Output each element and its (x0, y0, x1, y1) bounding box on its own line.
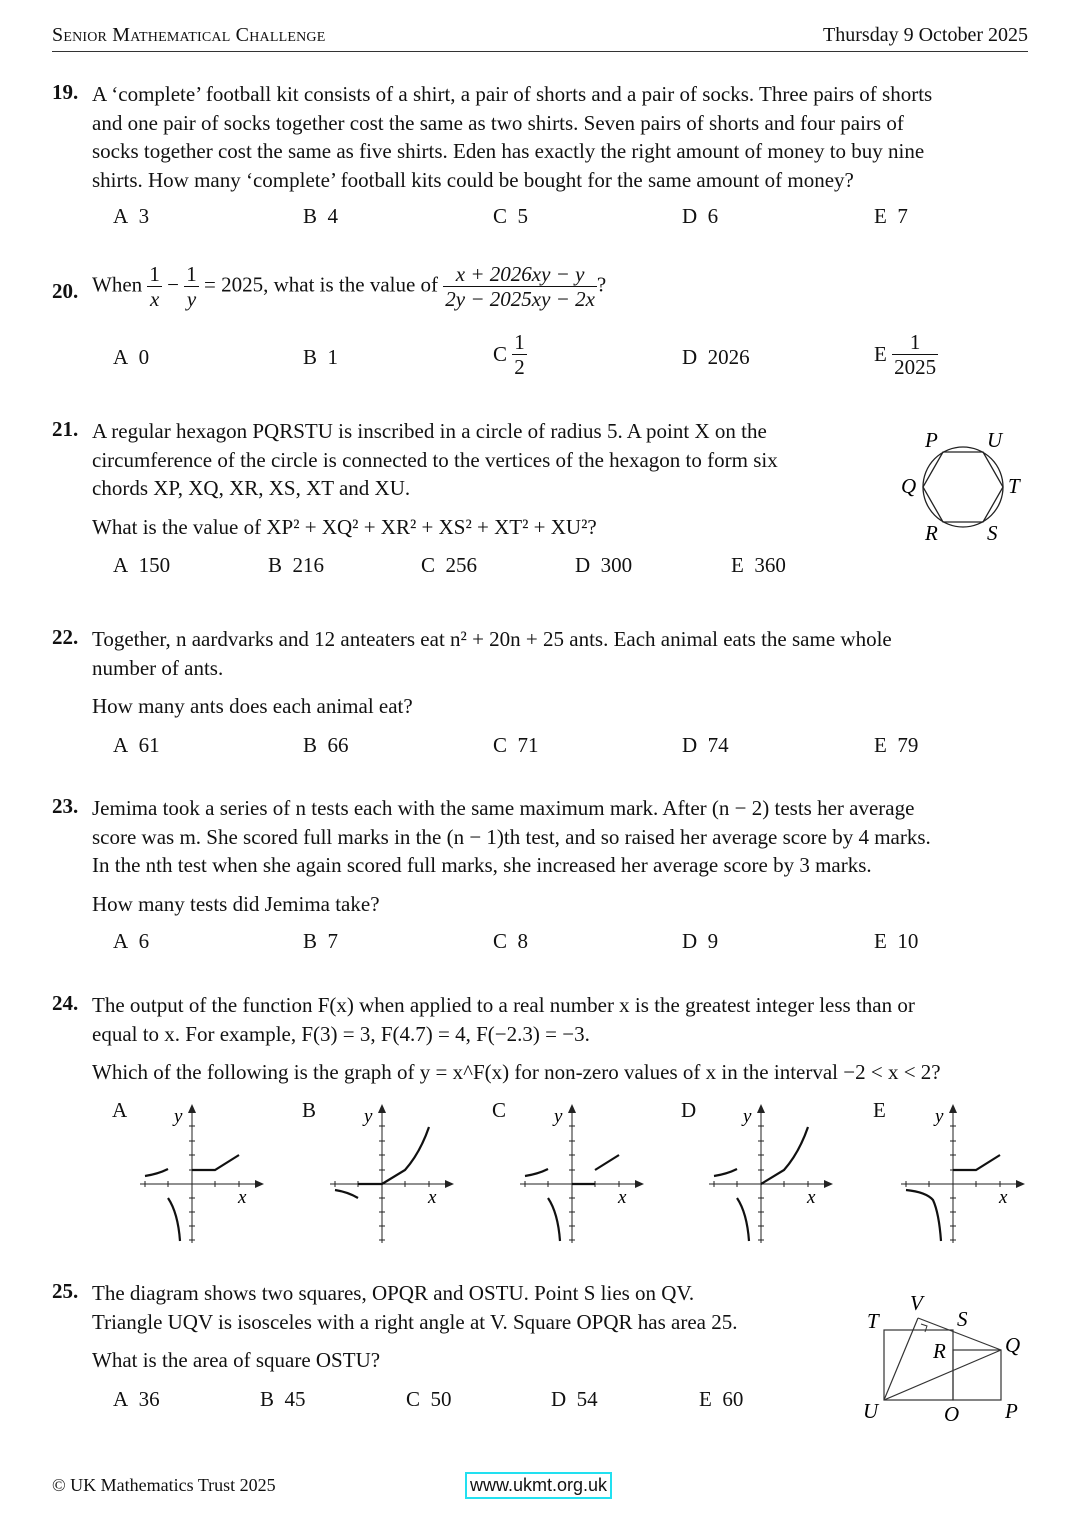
question-number: 23. (52, 794, 79, 818)
option-b[interactable]: B 1 (303, 345, 339, 369)
ukmt-website-link[interactable]: www.ukmt.org.uk (465, 1472, 612, 1499)
svg-text:O: O (944, 1402, 960, 1426)
option-a[interactable]: A 150 (113, 553, 171, 577)
option-b[interactable]: B 4 (303, 204, 339, 228)
expression-fraction: $\frac{x + 2026xy - y}{2y - 2025xy - 2x}$ (445, 262, 595, 312)
copyright-notice: © UK Mathematics Trust 2025 (52, 1475, 276, 1495)
graph-a (140, 1098, 270, 1243)
svg-text:y: y (364, 1106, 373, 1127)
svg-text:P: P (1005, 1399, 1018, 1423)
question-text-line: The output of the function F(x) when applied to a real number x is the greatest integer less than or (92, 993, 915, 1017)
squares-diagram (855, 1288, 1040, 1433)
svg-text:R: R (925, 521, 938, 545)
option-c[interactable]: C $\frac{1}{2}$ (493, 330, 525, 380)
option-b[interactable]: B 45 (260, 1387, 306, 1411)
option-b[interactable]: B 7 (303, 929, 339, 953)
page-header (52, 24, 1028, 52)
hexagon-circle-diagram (895, 425, 1035, 550)
option-a[interactable]: A 3 (113, 204, 150, 228)
svg-text:U: U (863, 1399, 879, 1423)
question-prompt: How many ants does each animal eat? (92, 694, 413, 718)
svg-text:x: x (238, 1187, 247, 1208)
svg-text:R: R (933, 1339, 946, 1363)
question-text-line: equal to x. For example, F(3) = 3, F(4.7) = 4, F(−2.3) = −3. (92, 1021, 590, 1046)
option-d[interactable]: D 74 (682, 733, 729, 757)
question-number: 25. (52, 1279, 79, 1303)
question-number: 21. (52, 417, 79, 441)
svg-text:V: V (910, 1291, 923, 1315)
svg-text:U: U (987, 428, 1003, 452)
option-a[interactable]: A 61 (113, 733, 160, 757)
option-c[interactable]: C y x (492, 1098, 652, 1243)
question-text-line: A ‘complete’ football kit consists of a shirt, a pair of shorts and a pair of socks. Three pairs of shorts (92, 82, 933, 106)
svg-text:x: x (428, 1187, 437, 1208)
svg-text:S: S (987, 521, 998, 545)
svg-text:y: y (743, 1106, 752, 1127)
option-c[interactable]: C 71 (493, 733, 539, 757)
fraction-1-over-x: $\frac{1}{x}$ (149, 262, 160, 312)
question-text-line: A regular hexagon PQRSTU is inscribed in a circle of radius 5. A point X on the (92, 419, 767, 443)
option-e[interactable]: E 60 (699, 1387, 744, 1411)
question-prompt: What is the value of XP² + XQ² + XR² + XS² + XT² + XU²? (92, 514, 597, 539)
svg-text:x: x (807, 1187, 816, 1208)
graph-d (709, 1098, 839, 1243)
question-text-line: shirts. How many ‘complete’ football kits could be bought for the same amount of money? (92, 167, 854, 192)
question-text-line: socks together cost the same as five shirts. Eden has exactly the right amount of money to buy nine (92, 139, 925, 163)
question-number: 24. (52, 991, 79, 1015)
question-text-line: In the nth test when she again scored full marks, she increased her average score by 3 marks. (92, 853, 872, 877)
question-text-line: score was m. She scored full marks in the (n − 1)th test, and so raised her average score by 4 marks. (92, 824, 931, 849)
question-number: 22. (52, 625, 79, 649)
exam-date: Thursday 9 October 2025 (823, 24, 1028, 46)
option-e[interactable]: E $\frac{1}{2025}$ (874, 330, 937, 380)
exam-title: Senior Mathematical Challenge (52, 24, 326, 46)
question-prompt: How many tests did Jemima take? (92, 891, 380, 916)
svg-text:P: P (925, 428, 938, 452)
svg-text:x: x (618, 1187, 627, 1208)
option-e[interactable]: E y x (873, 1098, 1033, 1243)
option-c[interactable]: C 5 (493, 204, 529, 228)
question-20: 20. When $\frac{1}{x}$ − $\frac{1}{y}$ = 2025, what is the value of $\frac{x + 2026xy - y}{2y - 2025xy - 2x}$ ? (52, 262, 607, 312)
question-text: = 2025, what is the value of (204, 272, 439, 297)
svg-text:y: y (935, 1106, 944, 1127)
question-prompt: Which of the following is the graph of y = x^F(x) for non-zero values of x in the interval −2 < x < 2? (92, 1060, 941, 1084)
option-c[interactable]: C 8 (493, 929, 529, 953)
option-d[interactable]: D 6 (682, 204, 719, 228)
option-d[interactable]: D y x (681, 1098, 841, 1243)
option-e[interactable]: E 10 (874, 929, 919, 953)
graph-b (330, 1098, 460, 1243)
svg-text:y: y (174, 1106, 183, 1127)
fraction-1-over-y: $\frac{1}{y}$ (186, 262, 197, 312)
option-c[interactable]: C 50 (406, 1387, 452, 1411)
option-d[interactable]: D 9 (682, 929, 719, 953)
option-e[interactable]: E 7 (874, 204, 908, 228)
graph-c (520, 1098, 650, 1243)
option-d[interactable]: D 54 (551, 1387, 598, 1411)
svg-text:T: T (867, 1309, 879, 1333)
option-b[interactable]: B 216 (268, 553, 325, 577)
question-text-line: circumference of the circle is connected to the vertices of the hexagon to form six (92, 447, 778, 472)
option-d[interactable]: D 300 (575, 553, 633, 577)
question-text-line: and one pair of socks together cost the same as two shirts. Seven pairs of shorts and four pairs of (92, 110, 904, 135)
option-a[interactable]: A y x (112, 1098, 272, 1243)
question-text: When (92, 272, 143, 297)
svg-text:Q: Q (1005, 1333, 1021, 1357)
question-number: 20. (52, 279, 79, 303)
option-b[interactable]: B 66 (303, 733, 349, 757)
option-e[interactable]: E 360 (731, 553, 786, 577)
option-b[interactable]: B y x (302, 1098, 462, 1243)
question-prompt: What is the area of square OSTU? (92, 1348, 381, 1372)
svg-text:S: S (957, 1307, 968, 1331)
option-d[interactable]: D 2026 (682, 345, 750, 369)
question-text-line: chords XP, XQ, XR, XS, XT and XU. (92, 476, 411, 500)
svg-text:T: T (1008, 474, 1020, 498)
option-a[interactable]: A 36 (113, 1387, 160, 1411)
question-text-line: The diagram shows two squares, OPQR and OSTU. Point S lies on QV. (92, 1281, 695, 1305)
graph-e (901, 1098, 1031, 1243)
option-e[interactable]: E 79 (874, 733, 919, 757)
question-text-line: Together, n aardvarks and 12 anteaters eat n² + 20n + 25 ants. Each animal eats the same whole (92, 627, 892, 651)
question-number: 19. (52, 80, 79, 104)
svg-text:y: y (554, 1106, 563, 1127)
option-c[interactable]: C 256 (421, 553, 478, 577)
question-text-line: Jemima took a series of n tests each with the same maximum mark. After (n − 2) tests her average (92, 796, 915, 820)
question-text-line: Triangle UQV is isosceles with a right angle at V. Square OPQR has area 25. (92, 1309, 738, 1334)
option-a[interactable]: A 0 (113, 345, 150, 369)
svg-text:x: x (999, 1187, 1008, 1208)
svg-text:Q: Q (901, 474, 917, 498)
question-text-line: number of ants. (92, 655, 224, 680)
option-a[interactable]: A 6 (113, 929, 150, 953)
